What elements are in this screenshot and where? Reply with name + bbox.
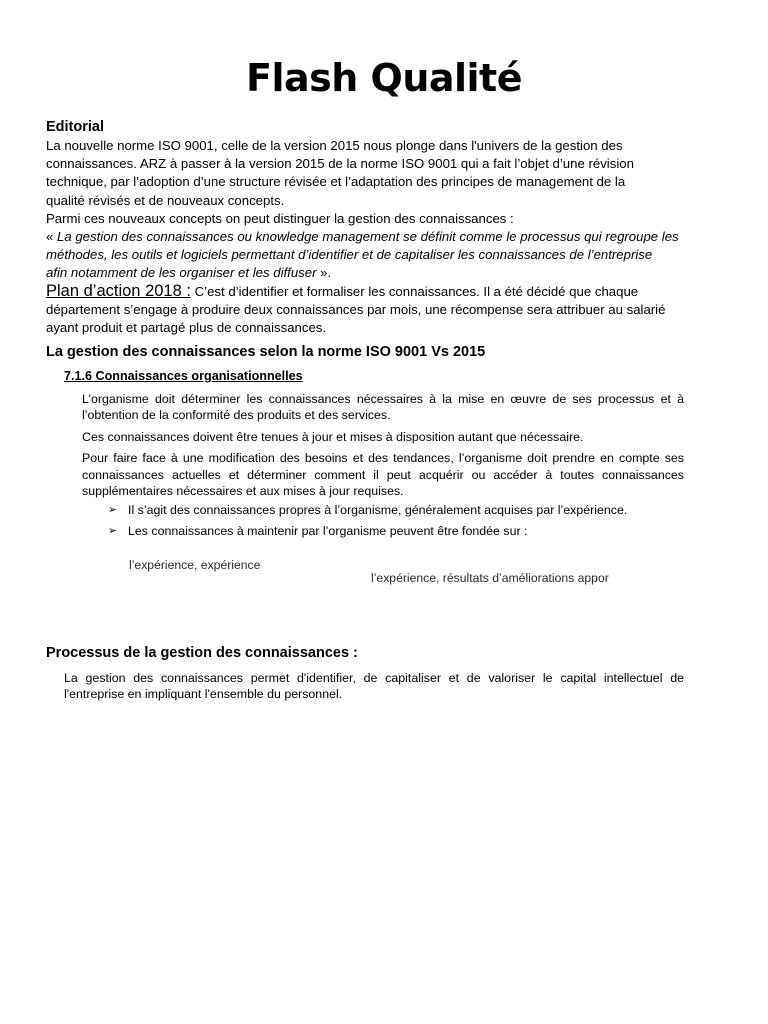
quote-line: méthodes, les outils et logiciels permettant d’identifier et de capitaliser les connaissances de l’entreprise [46, 247, 653, 263]
quote-line: afin notamment de les organiser et les diffuser [46, 265, 317, 281]
body-paragraph: Pour faire face à une modification des besoins et des tendances, l’organisme doit prendre en compte ses connaissances actuelles et déterminer comment il peut acquérir ou accéder à toutes connaissances supplémentaires nécessaires et aux mises à jour requises. [82, 451, 684, 499]
editorial-line: qualité révisés et de nouveaux concepts. [46, 192, 285, 208]
bullet-item [108, 502, 688, 518]
plan-label: Plan d’action 2018 : [46, 282, 191, 300]
editorial-line: Parmi ces nouveaux concepts on peut distinguer la gestion des connaissances : [46, 210, 514, 226]
editorial-line: connaissances. ARZ à passer à la version 2015 de la norme ISO 9001 qui a fait l’objet d’une révision [46, 156, 634, 172]
plan-action [46, 282, 718, 338]
plan-first-line [46, 282, 718, 301]
bullet-text: Il s’agit des connaissances propres à l’organisme, généralement acquises par l’expérience. [128, 503, 628, 517]
bullet-item [108, 523, 688, 539]
bullet-list [108, 502, 688, 545]
process-paragraph: La gestion des connaissances permet d'identifier, de capitaliser et de valoriser le capital intellectuel de l'entreprise en impliquant l'ensemble du personnel. [64, 671, 684, 702]
editorial-quote [46, 228, 718, 246]
section-716-body [82, 391, 684, 504]
arrow-bullet-icon: ➢ [108, 525, 118, 538]
figure-text: l’expérience, résultats d’améliorations appor [371, 571, 609, 585]
quote-open: « [46, 229, 57, 245]
figure-text: l’expérience, expérience [129, 558, 261, 572]
quote-line: La gestion des connaissances ou knowledge management se définit comme le processus qui regroupe les [57, 229, 679, 245]
editorial-heading: Editorial [46, 119, 105, 135]
body-paragraph: L’organisme doit déterminer les connaissances nécessaires à la mise en œuvre de ses processus et à l’obtention de la conformité des produits et des services. [82, 392, 684, 423]
plan-line: ayant produit et partagé plus de connaissances. [46, 320, 327, 336]
editorial-quote-end [46, 264, 718, 282]
plan-line: département s’engage à produire deux connaissances par mois, une récompense sera attribuer au salarié [46, 302, 666, 318]
editorial-body [46, 137, 718, 283]
section-iso-heading: La gestion des connaissances selon la norme ISO 9001 Vs 2015 [46, 344, 486, 360]
body-paragraph: Ces connaissances doivent être tenues à jour et mises à disposition autant que nécessaire. [82, 429, 584, 444]
page-title: Flash Qualité [245, 56, 522, 100]
arrow-bullet-icon: ➢ [108, 504, 118, 516]
editorial-line: technique, par l’adoption d’une structure révisée et l’adaptation des principes de management de la [46, 174, 626, 190]
editorial-line: La nouvelle norme ISO 9001, celle de la version 2015 nous plonge dans l'univers de la gestion des [46, 138, 623, 153]
section-process-heading: Processus de la gestion des connaissances : [46, 645, 358, 661]
quote-close: ». [316, 265, 332, 281]
section-716-heading: 7.1.6 Connaissances organisationnelles [64, 369, 303, 383]
bullet-text: Les connaissances à maintenir par l’organisme peuvent être fondée sur : [128, 524, 528, 539]
plan-text: C’est d’identifier et formaliser les connaissances. Il a été décidé que chaque [190, 284, 639, 299]
